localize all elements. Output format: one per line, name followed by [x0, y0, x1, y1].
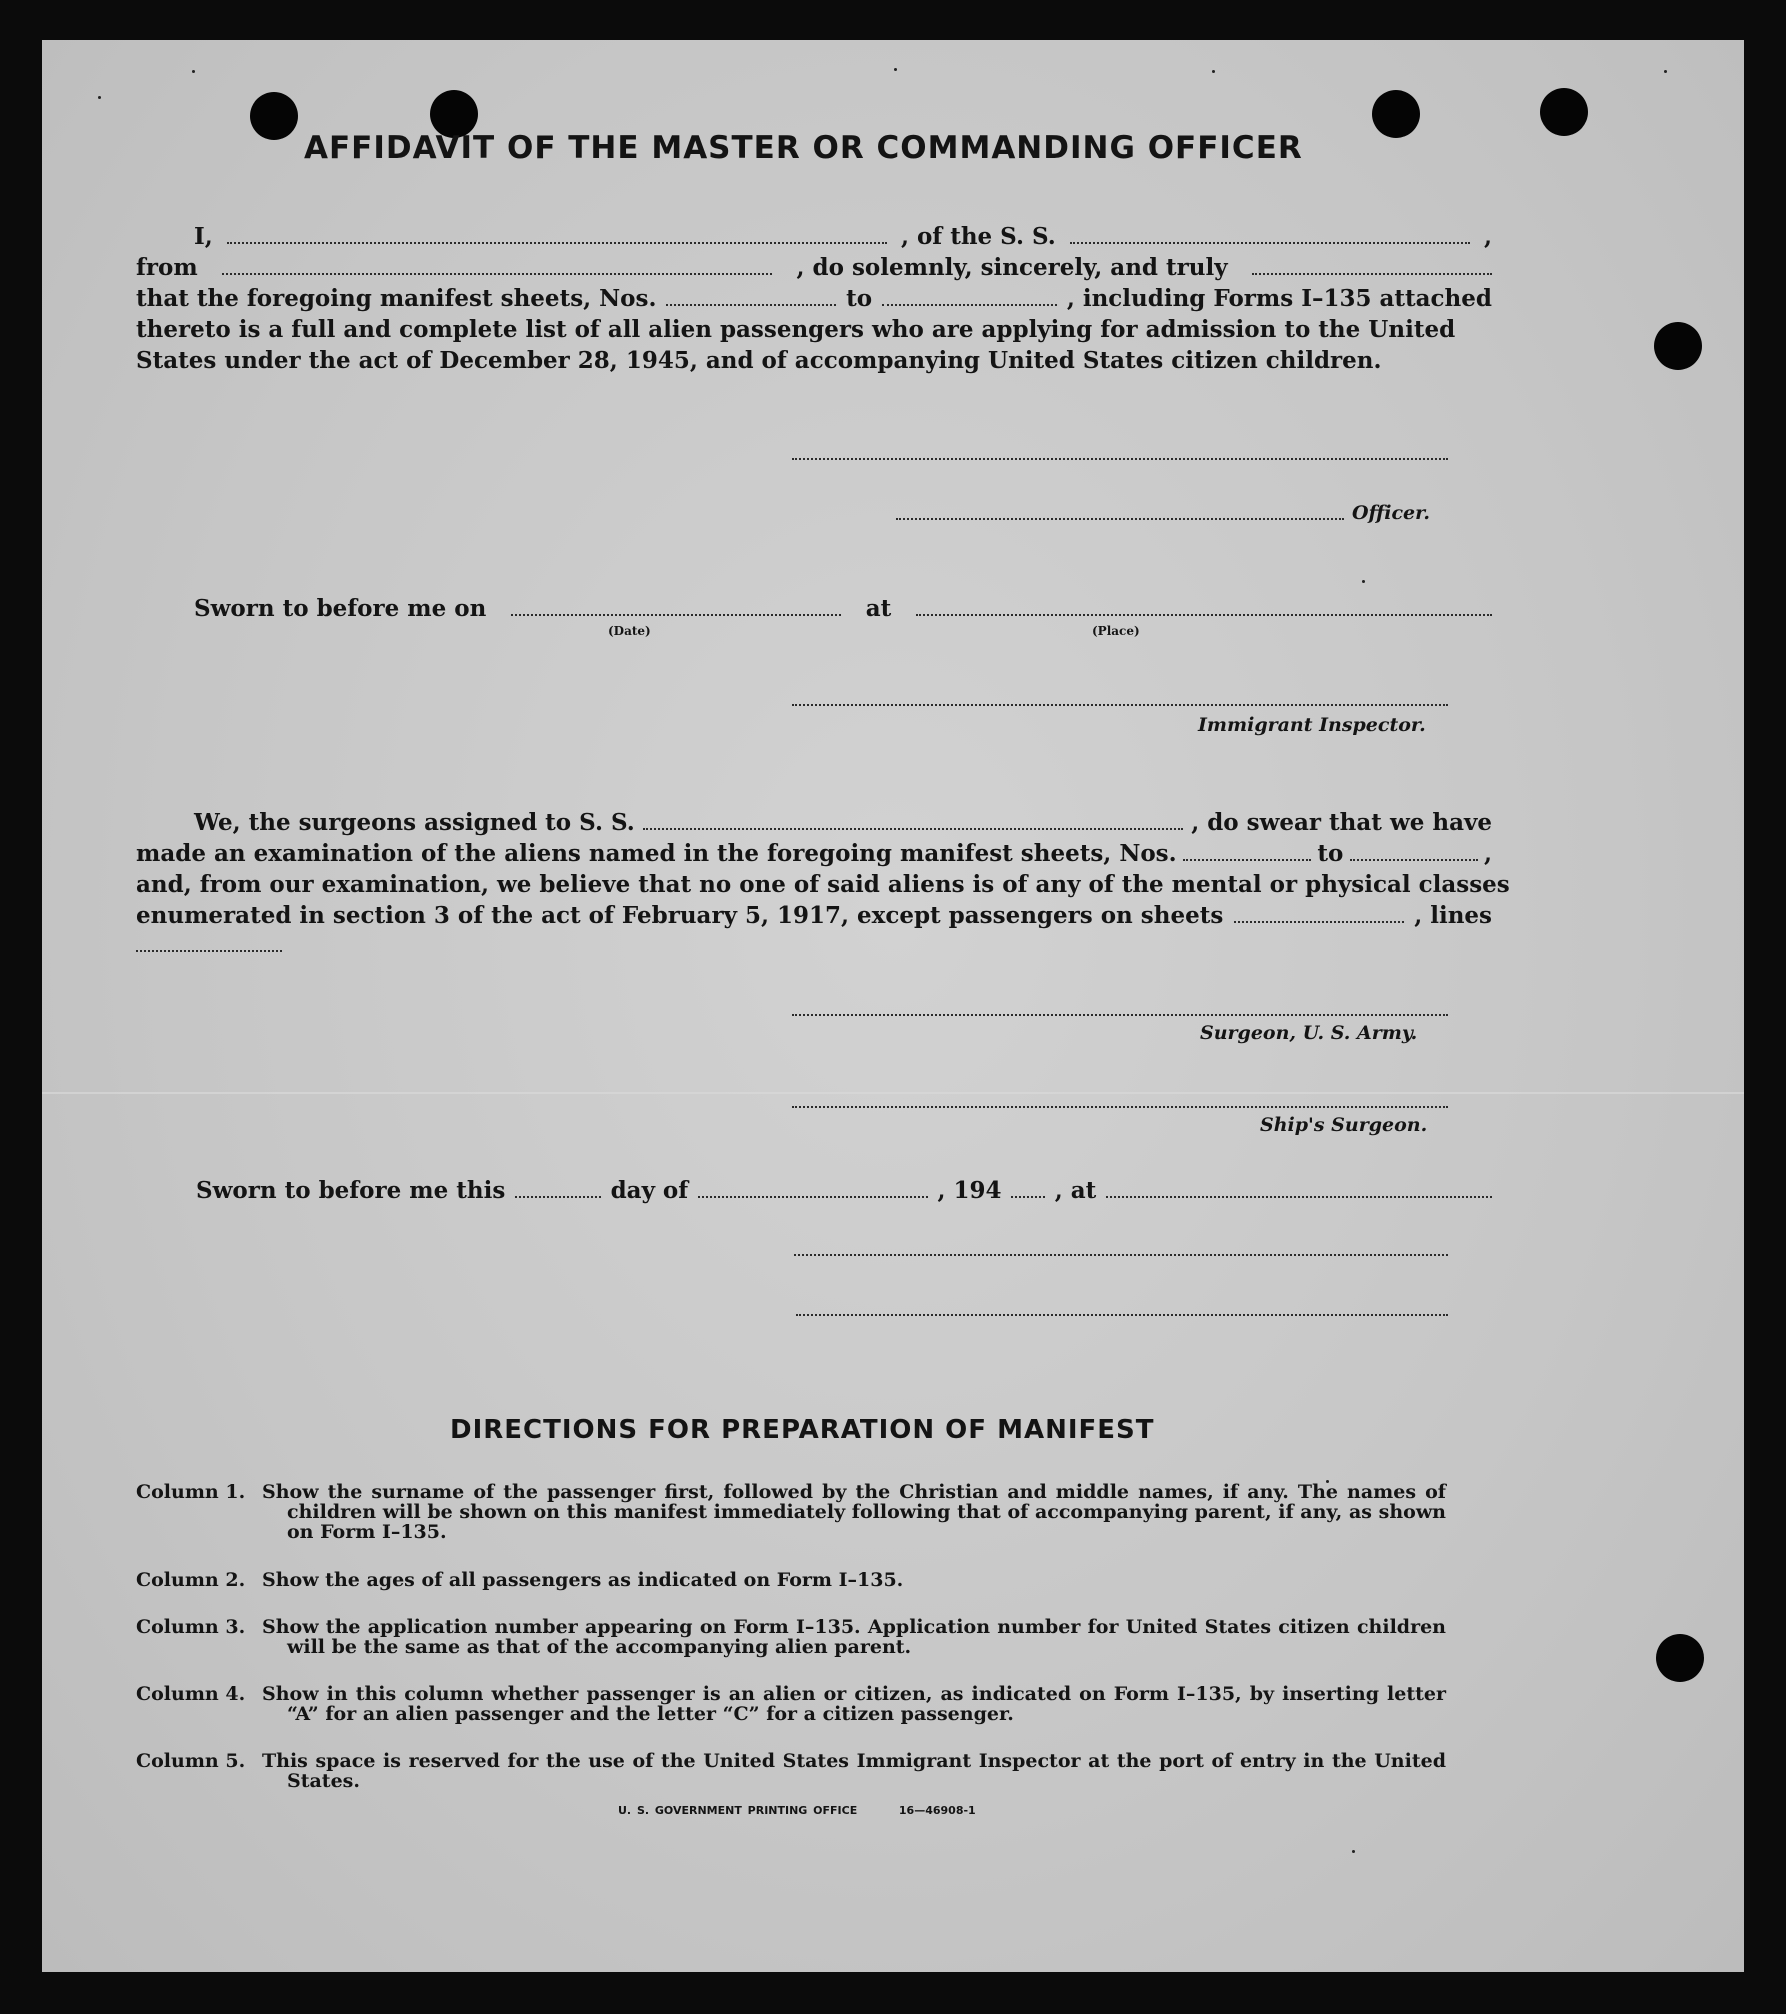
surgeons-vessel-blank[interactable] [643, 810, 1183, 830]
ship-surgeon-signature-line[interactable] [792, 1106, 1448, 1108]
text-194: , 194 [937, 1177, 1002, 1204]
text-enumerated: enumerated in section 3 of the act of February 5, 1917, except passengers on sheets [136, 902, 1224, 929]
surgeons-line-1 [194, 808, 1492, 838]
inspector-signature-line[interactable] [792, 704, 1448, 706]
punch-hole [1656, 1634, 1704, 1682]
officer-name-blank[interactable] [227, 224, 887, 244]
speck [894, 68, 897, 71]
printer-name: U. S. GOVERNMENT PRINTING OFFICE [618, 1804, 858, 1817]
affidavit-line-4: thereto is a full and complete list of all alien passengers who are applying for admission to the United [136, 316, 1456, 343]
direction-column-5 [136, 1751, 1446, 1791]
text-foregoing-sheets: that the foregoing manifest sheets, Nos. [136, 285, 657, 312]
date-caption: (Date) [608, 624, 651, 638]
text-solemnly: , do solemnly, sincerely, and truly [796, 254, 1228, 281]
text-do-swear: , do swear that we have [1191, 809, 1492, 836]
affidavit-line-5: States under the act of December 28, 1945, and of accompanying United States citizen children. [136, 347, 1382, 374]
affidavit-line-3 [136, 284, 1492, 314]
sworn-year-blank[interactable] [1011, 1178, 1045, 1198]
direction-label: Column 1. [136, 1481, 246, 1503]
direction-label: Column 5. [136, 1750, 246, 1772]
text-from: from [136, 254, 198, 281]
form-code: 16—46908-1 [898, 1804, 976, 1817]
direction-label: Column 4. [136, 1683, 246, 1705]
sworn-line-1 [194, 594, 1492, 624]
sheets-to-blank[interactable] [882, 286, 1057, 306]
direction-column-4 [136, 1684, 1446, 1724]
affidavit-title: AFFIDAVIT OF THE MASTER OR COMMANDING OFFICER [304, 130, 1303, 166]
sworn-day-blank[interactable] [515, 1178, 601, 1198]
text-at-2: , at [1054, 1177, 1097, 1204]
oath-blank[interactable] [1252, 255, 1492, 275]
text-i: I, [194, 223, 213, 250]
vessel-name-blank[interactable] [1070, 224, 1470, 244]
surgeons-line-4 [136, 901, 1492, 931]
text-day-of: day of [610, 1177, 689, 1204]
affidavit-line-1 [136, 222, 1492, 252]
affidavit-line-2 [136, 253, 1492, 283]
speck [1664, 70, 1667, 73]
inspector-caption: Immigrant Inspector. [1198, 714, 1426, 736]
speck [98, 96, 101, 99]
direction-label: Column 3. [136, 1616, 246, 1638]
sworn-month-blank[interactable] [698, 1178, 928, 1198]
army-surgeon-signature-line[interactable] [792, 1014, 1448, 1016]
text-comma-2: , [1483, 840, 1492, 867]
text-including-forms: , including Forms I–135 attached [1066, 285, 1492, 312]
exam-sheets-from-blank[interactable] [1183, 841, 1311, 861]
sheets-from-blank[interactable] [666, 286, 836, 306]
army-surgeon-caption: Surgeon, U. S. Army. [1200, 1022, 1418, 1044]
direction-text: This space is reserved for the use of the United States Immigrant Inspector at the port of entry in the United States. [262, 1750, 1446, 1792]
text-made-examination: made an examination of the aliens named in the foregoing manifest sheets, Nos. [136, 840, 1177, 867]
text-at: at [865, 595, 892, 622]
port-from-blank[interactable] [222, 255, 772, 275]
direction-text: Show the ages of all passengers as indicated on Form I–135. [262, 1569, 904, 1591]
officer-caption: Officer. [1352, 502, 1431, 524]
direction-text: Show the application number appearing on Form I–135. Application number for United States citizen children will be the same as that of the accompanying alien parent. [262, 1616, 1446, 1658]
sworn-signature-line-2[interactable] [796, 1314, 1448, 1316]
text-surgeons-assigned: We, the surgeons assigned to S. S. [194, 809, 635, 836]
place-caption: (Place) [1092, 624, 1140, 638]
ship-surgeon-caption: Ship's Surgeon. [1260, 1114, 1428, 1136]
text-sworn-on: Sworn to before me on [194, 595, 487, 622]
sworn-place2-blank[interactable] [1106, 1178, 1492, 1198]
text-to: to [846, 285, 873, 312]
except-sheets-blank[interactable] [1234, 903, 1404, 923]
text-to-2: to [1317, 840, 1344, 867]
printer-footer [618, 1804, 976, 1817]
text-lines: , lines [1414, 902, 1492, 929]
punch-hole [1654, 322, 1702, 370]
direction-column-2 [136, 1570, 1446, 1590]
sworn-signature-line-1[interactable] [794, 1254, 1448, 1256]
punch-hole [1372, 90, 1420, 138]
fold-crease [42, 1092, 1744, 1094]
except-lines-blank[interactable] [136, 950, 282, 952]
text-of-the-ss: , of the S. S. [900, 223, 1056, 250]
punch-hole [250, 92, 298, 140]
speck [1362, 580, 1365, 583]
speck [1352, 1850, 1355, 1853]
document-page [42, 40, 1744, 1972]
punch-hole [1540, 88, 1588, 136]
direction-column-1 [136, 1482, 1446, 1542]
speck [1212, 70, 1215, 73]
direction-label: Column 2. [136, 1569, 246, 1591]
text-sworn-this: Sworn to before me this [196, 1177, 506, 1204]
sworn-date-blank[interactable] [511, 596, 841, 616]
surgeons-line-3: and, from our examination, we believe that no one of said aliens is of any of the mental or physical classes [136, 871, 1510, 898]
direction-text: Show the surname of the passenger first, followed by the Christian and middle names, if any. The names of children will be shown on this manifest immediately following that of accompanying parent, if any, as shown on Form I–135. [262, 1481, 1446, 1543]
speck [192, 70, 195, 73]
text-comma: , [1483, 223, 1492, 250]
direction-column-3 [136, 1617, 1446, 1657]
officer-signature-line[interactable] [792, 458, 1448, 460]
direction-text: Show in this column whether passenger is an alien or citizen, as indicated on Form I–135, by inserting letter “A” for an alien passenger and the letter “C” for a citizen passenger. [262, 1683, 1446, 1725]
sworn-place-blank[interactable] [916, 596, 1492, 616]
exam-sheets-to-blank[interactable] [1350, 841, 1478, 861]
directions-title: DIRECTIONS FOR PREPARATION OF MANIFEST [450, 1415, 1155, 1445]
surgeons-line-2 [136, 839, 1492, 869]
sworn-line-2 [196, 1176, 1492, 1206]
officer-title-line[interactable] [896, 518, 1344, 520]
